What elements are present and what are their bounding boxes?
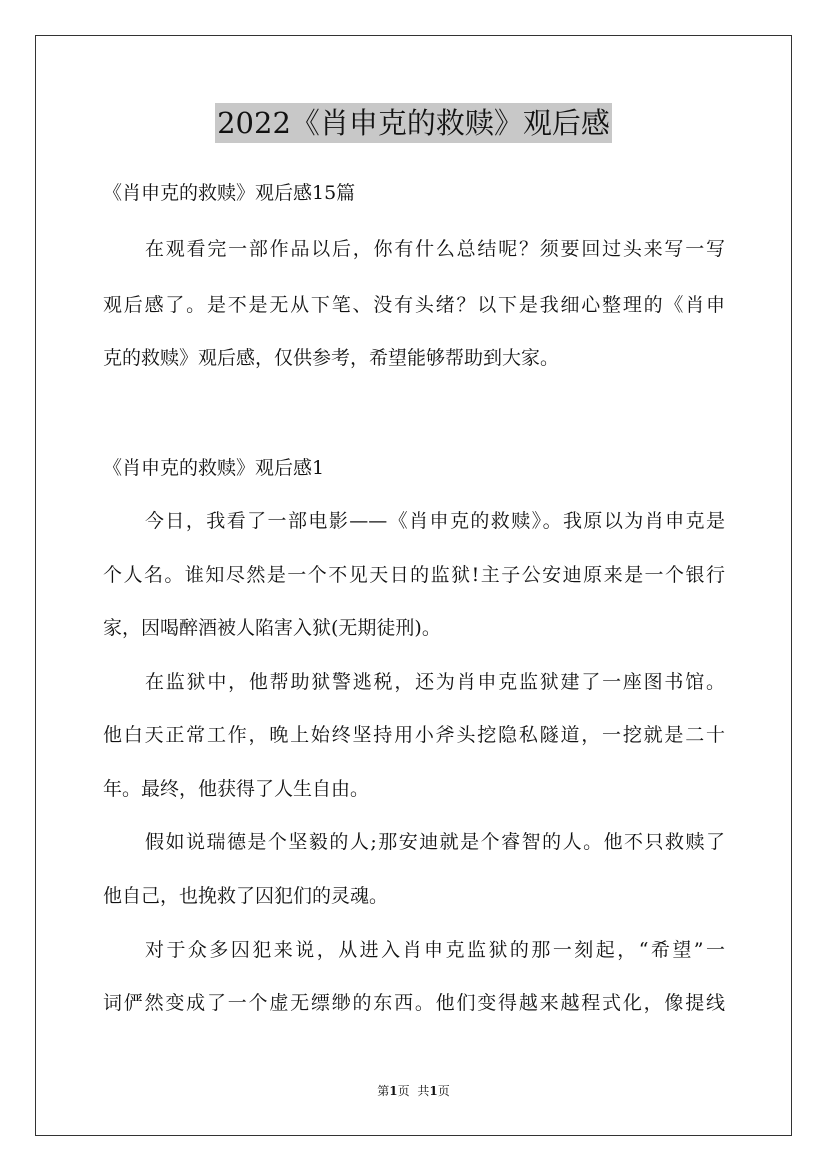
paragraph-2-line-1: 在监狱中，他帮助狱警逃税，还为肖申克监狱建了一座图书馆。 (145, 671, 725, 693)
document-subtitle: 《肖申克的救赎》观后感15篇 (103, 182, 356, 204)
document-title: 2022《肖申克的救赎》观后感 (215, 103, 612, 143)
paragraph-4-line-2: 词俨然变成了一个虚无缥缈的东西。他们变得越来越程式化，像提线 (103, 992, 725, 1014)
intro-line-2: 观后感了。是不是无从下笔、没有头绪？以下是我细心整理的《肖申 (103, 294, 725, 316)
paragraph-3-line-2: 他自己，也挽救了囚犯们的灵魂。 (103, 885, 389, 907)
paragraph-2-line-3: 年。最终，他获得了人生自由。 (103, 778, 370, 800)
paragraph-3-line-1: 假如说瑞德是个坚毅的人;那安迪就是个睿智的人。他不只救赎了 (145, 831, 725, 853)
intro-line-3: 克的救赎》观后感，仅供参考，希望能够帮助到大家。 (103, 347, 560, 369)
paragraph-1-line-3: 家，因喝醉酒被人陷害入狱(无期徒刑)。 (103, 617, 441, 639)
footer-page-number: 1 (389, 1084, 398, 1098)
footer-total-suffix: 页 (437, 1084, 450, 1098)
paragraph-1-line-1: 今日，我看了一部电影——《肖申克的救赎》。我原以为肖申克是 (145, 510, 725, 532)
footer-total-prefix: 共 (417, 1084, 430, 1098)
page-footer (0, 1082, 827, 1100)
footer-page-prefix: 第 (377, 1084, 390, 1098)
paragraph-1-line-2: 个人名。谁知尽然是一个不见天日的监狱!主子公安迪原来是一个银行 (103, 564, 725, 586)
paragraph-2-line-2: 他白天正常工作，晚上始终坚持用小斧头挖隐私隧道，一挖就是二十 (103, 724, 725, 746)
footer-total-number: 1 (429, 1084, 438, 1098)
intro-line-1: 在观看完一部作品以后，你有什么总结呢？须要回过头来写一写 (145, 238, 725, 260)
footer-page-suffix: 页 (397, 1084, 410, 1098)
section-heading: 《肖申克的救赎》观后感1 (103, 457, 325, 479)
title-container (0, 103, 827, 143)
paragraph-4-line-1: 对于众多囚犯来说，从进入肖申克监狱的那一刻起，“希望”一 (145, 939, 725, 961)
